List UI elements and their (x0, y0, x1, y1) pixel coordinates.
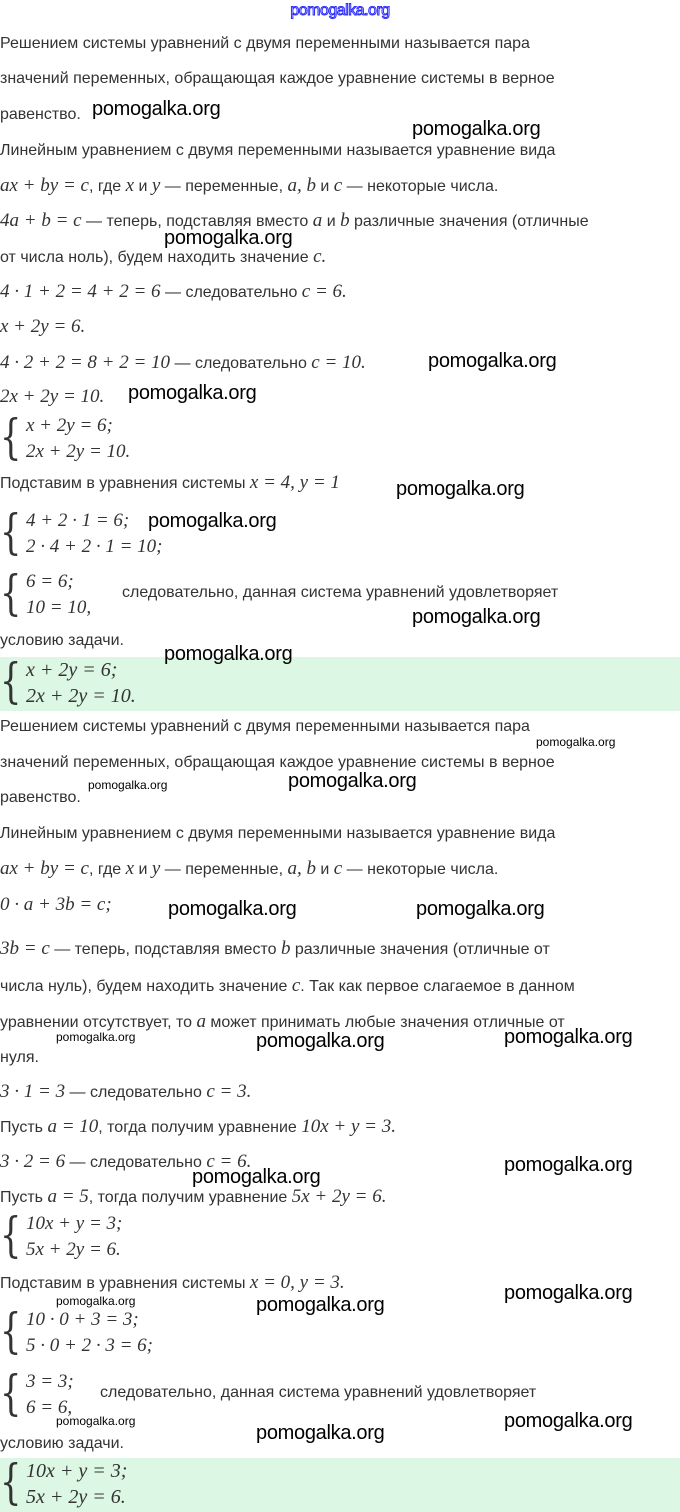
text-segment: условию задачи. (0, 632, 124, 649)
system-equation: 4 + 2 · 1 = 6; (26, 510, 130, 531)
math-expression: c (291, 975, 301, 996)
watermark: pomogalka.org (396, 478, 525, 500)
system-equation: 5x + 2y = 6. (26, 1239, 121, 1260)
system-equation: 10 = 10, (26, 597, 92, 618)
watermark: pomogalka.org (168, 898, 297, 920)
system-equation: 10x + y = 3; (26, 1460, 128, 1482)
text-line (0, 140, 555, 162)
math-expression: 2x + 2y = 10. (0, 386, 105, 407)
watermark: pomogalka.org (536, 735, 616, 749)
text-line (0, 175, 498, 198)
watermark: pomogalka.org (256, 1030, 385, 1052)
text-line (0, 1186, 387, 1209)
text-segment: и (315, 178, 334, 195)
math-expression: c (333, 175, 343, 196)
text-segment: , где (88, 861, 126, 878)
math-expression: 4 · 1 + 2 = 4 + 2 = 6 (0, 281, 161, 302)
text-segment: равенство. (0, 106, 81, 123)
brace-icon: { (0, 653, 22, 709)
text-segment: , тогда получим уравнение (88, 1189, 292, 1206)
watermark: pomogalka.org (504, 1154, 633, 1176)
text-segment: числа нуль), будем находить значение (0, 978, 292, 995)
text-line (0, 472, 340, 495)
text-segment: Пусть (0, 1189, 48, 1206)
watermark: pomogalka.org (148, 510, 277, 532)
text-segment: может принимать любые значения отличные от (205, 1014, 565, 1031)
text-segment: от числа ноль), будем находить значение (0, 249, 314, 266)
math-expression: x + 2y = 6. (0, 316, 86, 337)
math-expression: 4 · 2 + 2 = 8 + 2 = 10 (0, 352, 171, 373)
text-segment: , где (88, 178, 126, 195)
system-equation: 3 = 3; (26, 1371, 74, 1392)
math-expression: 3 · 2 = 6 (0, 1151, 66, 1172)
text-line (0, 630, 124, 652)
brace-icon: { (0, 504, 22, 560)
watermark: pomogalka.org (504, 1410, 633, 1432)
text-line (0, 33, 530, 55)
text-line (0, 1433, 124, 1455)
text-line (0, 352, 366, 375)
system-equation: 2 · 4 + 2 · 1 = 10; (26, 536, 163, 557)
text-line (0, 894, 112, 917)
text-segment: — переменные, (160, 178, 288, 195)
math-expression: y (151, 175, 161, 196)
brace-icon: { (0, 1303, 22, 1359)
text-line (0, 787, 81, 809)
watermark: pomogalka.org (56, 1414, 136, 1428)
brace-icon: { (0, 565, 22, 621)
math-expression: y (151, 858, 161, 879)
math-expression: c. (313, 246, 327, 267)
text-segment: и (134, 178, 152, 195)
text-line (0, 1081, 251, 1104)
math-expression: a = 10 (47, 1116, 99, 1137)
text-segment: условию задачи. (0, 1435, 124, 1452)
watermark: pomogalka.org (504, 1026, 633, 1048)
text-segment: Подставим в уравнения системы (0, 475, 250, 492)
system-equation: 2x + 2y = 10. (26, 441, 131, 462)
watermark: pomogalka.org (88, 778, 168, 792)
math-expression: 4a + b = c (0, 210, 82, 231)
system-equation: 5 · 0 + 2 · 3 = 6; (26, 1335, 153, 1356)
text-line (0, 858, 498, 881)
system-equation: 2x + 2y = 10. (26, 685, 136, 707)
text-line (0, 1116, 396, 1139)
math-expression: c = 3. (206, 1081, 252, 1102)
math-expression: a (312, 210, 323, 231)
text-segment: — некоторые числа. (342, 861, 499, 878)
math-expression: x (125, 175, 135, 196)
text-segment: Решением системы уравнений с двумя переменными называется пара (0, 35, 530, 52)
text-segment: — следовательно (65, 1154, 207, 1171)
text-segment: уравнении отсутствует, то (0, 1014, 197, 1031)
math-expression: c = 6. (301, 281, 347, 302)
watermark: pomogalka.org (256, 1422, 385, 1444)
text-segment: значений переменных, обращающая каждое уравнение системы в верное (0, 754, 555, 771)
math-expression: b (280, 938, 291, 959)
math-expression: a, b (287, 858, 316, 879)
math-expression: b (340, 210, 350, 231)
text-line (0, 823, 555, 845)
text-line (0, 210, 589, 233)
watermark: pomogalka.org (412, 606, 541, 628)
watermark: pomogalka.org (164, 227, 293, 249)
text-segment: Линейным уравнением с двумя переменными называется уравнение вида (0, 142, 556, 159)
text-segment: — теперь, подставляя вместо (81, 213, 313, 230)
text-line (0, 752, 555, 774)
math-expression: a = 5 (47, 1186, 89, 1207)
watermark: pomogalka.org (504, 1282, 633, 1304)
text-line (0, 68, 555, 90)
system-equation: x + 2y = 6; (26, 659, 118, 681)
math-expression: 10x + y = 3. (301, 1116, 396, 1137)
watermark: pomogalka.org (128, 382, 257, 404)
system-equation: 10x + y = 3; (26, 1213, 123, 1234)
text-segment: — теперь, подставляя вместо (49, 941, 281, 958)
math-expression: a (196, 1011, 206, 1032)
watermark: pomogalka.org (288, 770, 417, 792)
text-segment: Решением системы уравнений с двумя переменными называется пара (0, 718, 530, 735)
text-segment: равенство. (0, 789, 81, 806)
watermark: pomogalka.org (412, 118, 541, 140)
text-line (0, 1272, 345, 1295)
math-expression: c (333, 858, 343, 879)
watermark: pomogalka.org (192, 1166, 321, 1188)
text-segment: — переменные, (160, 861, 288, 878)
system-equation: 5x + 2y = 6. (26, 1486, 126, 1508)
system-equation: x + 2y = 6; (26, 415, 113, 436)
watermark: pomogalka.org (56, 1294, 136, 1308)
math-expression: c = 6. (206, 1151, 252, 1172)
text-segment: и (322, 213, 341, 230)
text-segment: значений переменных, обращающая каждое уравнение системы в верное (0, 70, 555, 87)
text-line (0, 386, 104, 409)
text-segment: . Так как первое слагаемое в данном (300, 978, 575, 995)
math-expression: 3 · 1 = 3 (0, 1081, 66, 1102)
text-segment: Подставим в уравнения системы (0, 1275, 250, 1292)
system-caption: следовательно, данная система уравнений удовлетворяет (122, 584, 559, 601)
text-segment: — некоторые числа. (342, 178, 499, 195)
math-expression: ax + by = c (0, 858, 89, 879)
text-line (0, 975, 575, 998)
text-segment: различные значения (отличные от (290, 941, 550, 958)
text-line (0, 938, 550, 961)
text-segment: , тогда получим уравнение (98, 1119, 302, 1136)
watermark: pomogalka.org (428, 350, 557, 372)
text-segment: различные значения (отличные (349, 213, 589, 230)
text-segment: — следовательно (65, 1084, 207, 1101)
math-expression: c = 10. (311, 352, 366, 373)
math-expression: a, b (287, 175, 316, 196)
header-watermark: pomogalka.org (290, 2, 390, 19)
text-segment: нуля. (0, 1049, 39, 1066)
watermark: pomogalka.org (92, 98, 221, 120)
math-expression: x = 0, y = 3. (249, 1272, 345, 1293)
watermark: pomogalka.org (256, 1294, 385, 1316)
brace-icon: { (0, 409, 22, 465)
system-caption: следовательно, данная система уравнений удовлетворяет (100, 1384, 537, 1401)
math-expression: 5x + 2y = 6. (291, 1186, 387, 1207)
system-equation: 6 = 6, (26, 1397, 73, 1418)
brace-icon: { (0, 1207, 22, 1263)
text-segment: Пусть (0, 1119, 48, 1136)
watermark: pomogalka.org (56, 1030, 136, 1044)
math-expression: ax + by = c (0, 175, 89, 196)
text-line (0, 281, 347, 304)
watermark: pomogalka.org (416, 898, 545, 920)
text-segment: Линейным уравнением с двумя переменными называется уравнение вида (0, 825, 556, 842)
math-expression: 0 · a + 3b = c; (0, 894, 112, 915)
brace-icon: { (0, 1454, 22, 1510)
text-segment: — следовательно (170, 355, 312, 372)
math-expression: x = 4, y = 1 (249, 472, 340, 493)
text-line (0, 716, 530, 738)
text-line (0, 104, 81, 126)
math-expression: 3b = c (0, 938, 50, 959)
text-segment: — следовательно (160, 284, 302, 301)
text-segment: и (134, 861, 152, 878)
brace-icon: { (0, 1365, 22, 1421)
math-expression: x (125, 858, 135, 879)
text-line (0, 1047, 39, 1069)
system-equation: 10 · 0 + 3 = 3; (26, 1309, 139, 1330)
text-line (0, 316, 85, 339)
text-segment: и (315, 861, 334, 878)
watermark: pomogalka.org (164, 643, 293, 665)
system-equation: 6 = 6; (26, 571, 74, 592)
